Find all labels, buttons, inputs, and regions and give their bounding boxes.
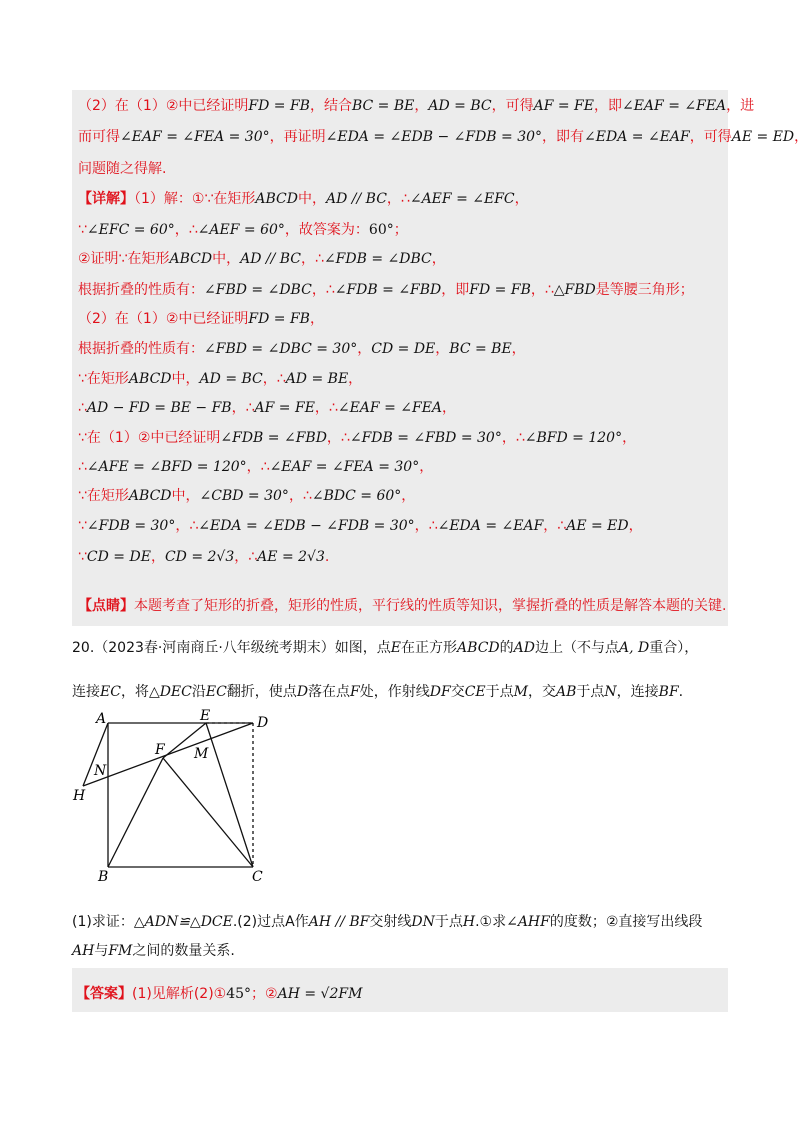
solution-line-8: （2）在（1）②中已经证明FD = FB， (78, 311, 324, 327)
segment-EC (206, 723, 253, 867)
label-M: M (194, 746, 209, 762)
question-line-2: 连接EC，将△DEC沿EC翻折，使点D落在点F处，作射线DF交CE于点M，交AB于点N，连接BF. (72, 684, 684, 700)
solution-line-15: ∵∠FDB = 30°，∴∠EDA = ∠EDB − ∠FDB = 30°，∴∠EDA = ∠EAF，∴AE = ED， (78, 518, 643, 534)
solution-line-17: 【点睛】本题考查了矩形的折叠，矩形的性质，平行线的性质等知识，掌握折叠的性质是解答本题的关键. (78, 598, 727, 614)
solution-line-16: ∵CD = DE，CD = 2√3，∴AE = 2√3. (78, 549, 330, 565)
label-D: D (257, 715, 269, 731)
solution-line-13: ∴∠AFE = ∠BFD = 120°，∴∠EAF = ∠FEA = 30°， (78, 459, 434, 475)
solution-line-10: ∵在矩形ABCD中，AD = BC，∴AD = BE， (78, 371, 363, 387)
solution-line-2: 而可得∠EAF = ∠FEA = 30°，再证明∠EDA = ∠EDB − ∠FDB = 30°，即有∠EDA = ∠EAF，可得AE = ED， (78, 129, 808, 145)
label-A: A (96, 711, 107, 727)
solution-line-12: ∵在（1）②中已经证明∠FDB = ∠FBD，∴∠FDB = ∠FBD = 30°，∴∠BFD = 120°， (78, 430, 637, 446)
label-H: H (73, 788, 86, 804)
solution-line-4: 【详解】（1）解：①∵在矩形ABCD中，AD // BC，∴∠AEF = ∠EFC， (78, 191, 529, 207)
solution-line-11: ∴AD − FD = BE − FB，∴AF = FE，∴∠EAF = ∠FEA， (78, 400, 457, 416)
answer-line: 【答案】(1)见解析(2)①45°；②AH = √2FM (76, 986, 363, 1002)
solution-line-6: ②证明∵在矩形ABCD中，AD // BC，∴∠FDB = ∠DBC， (78, 251, 446, 267)
question-line-1: 20.（2023春·河南商丘·八年级统考期末）如图，点E在正方形ABCD的AD边上（不与点A, D重合）， (72, 640, 699, 656)
label-C: C (252, 869, 263, 885)
solution-line-1: （2）在（1）②中已经证明FD = FB，结合BC = BE，AD = BC，可得AF = FE，即∠EAF = ∠FEA，进 (78, 98, 755, 114)
label-E: E (200, 708, 211, 724)
solution-line-9: 根据折叠的性质有：∠FBD = ∠DBC = 30°，CD = DE，BC = BE， (78, 341, 526, 357)
solution-line-7: 根据折叠的性质有：∠FBD = ∠DBC，∴∠FDB = ∠FBD，即FD = FB，∴△FBD是等腰三角形； (78, 282, 694, 298)
question-line-4: AH与FM之间的数量关系. (72, 943, 235, 959)
label-F: F (155, 742, 165, 758)
solution-line-5: ∵∠EFC = 60°，∴∠AEF = 60°，故答案为：60°； (78, 222, 408, 238)
question-line-3: (1)求证：△ADN≌△DCE.(2)过点A作AH // BF交射线DN于点H.①求∠AHF的度数；②直接写出线段 (72, 914, 703, 930)
segment-FC (163, 758, 253, 867)
solution-line-3: 问题随之得解. (78, 161, 167, 177)
label-B: B (98, 869, 109, 885)
geometry-figure (60, 705, 290, 885)
label-N: N (94, 763, 107, 779)
solution-line-14: ∵在矩形ABCD中，∠CBD = 30°，∴∠BDC = 60°， (78, 488, 416, 504)
